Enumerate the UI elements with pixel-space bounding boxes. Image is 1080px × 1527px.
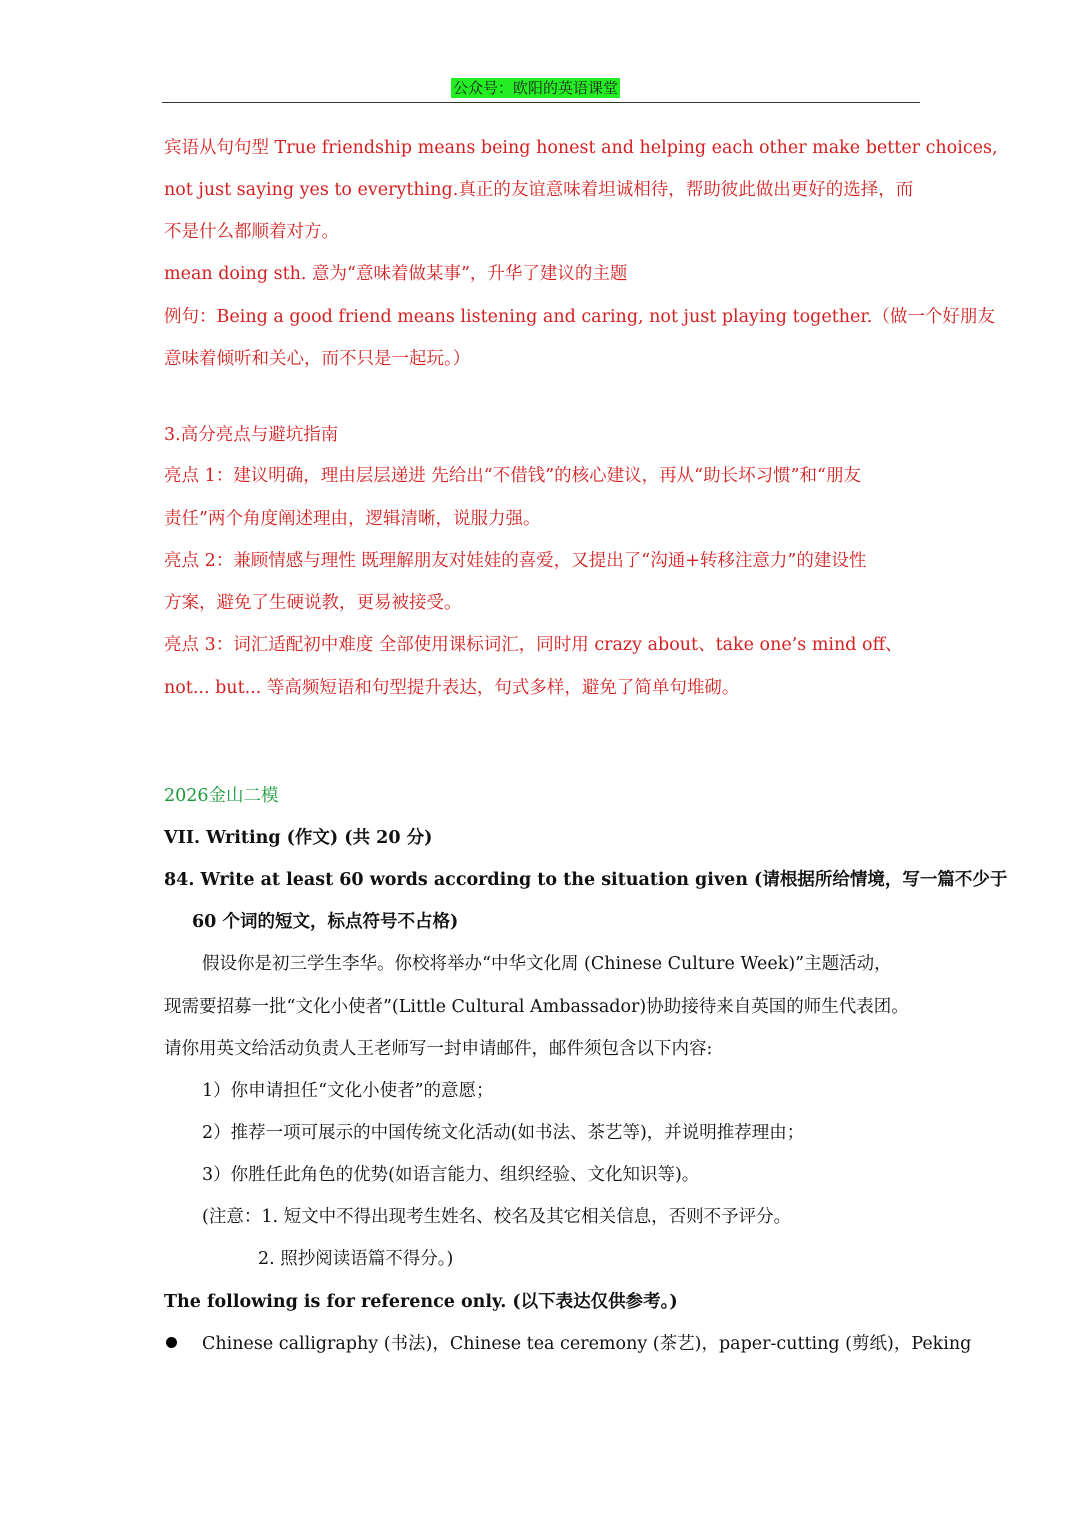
header-label: 公众号：欧阳的英语课堂 <box>453 79 619 97</box>
grammar-note-line-3: 不是什么都顺着对方。 <box>164 222 339 242</box>
example-sentence-line-1: 例句：Being a good friend means listening and caring, not just playing together.（做一个好朋友 <box>164 307 995 327</box>
prompt-paragraph-line-1: 假设你是初三学生李华。你校将举办“中华文化周 (Chinese Culture Week)”主题活动， <box>202 954 892 974</box>
highlight-2-line-2: 方案，避免了生硬说教，更易被接受。 <box>164 593 462 613</box>
bullet-icon <box>166 1337 177 1348</box>
question-84-line-2: 60 个词的短文，标点符号不占格) <box>192 912 459 932</box>
grammar-note-line-2: not just saying yes to everything.真正的友谊意味着坦诚相待，帮助彼此做出更好的选择，而 <box>164 180 914 200</box>
requirement-item-3: 3）你胜任此角色的优势(如语言能力、组织经验、文化知识等)。 <box>202 1165 700 1185</box>
requirement-item-1: 1）你申请担任“文化小使者”的意愿； <box>202 1081 494 1101</box>
highlight-3-line-2: not... but... 等高频短语和句型提升表达，句式多样，避免了简单句堆砌。 <box>164 678 740 698</box>
note-line-1: (注意：1. 短文中不得出现考生姓名、校名及其它相关信息，否则不予评分。 <box>202 1207 792 1227</box>
page-header <box>162 76 920 103</box>
grammar-note-line-1: 宾语从句句型 True friendship means being honest and helping each other make better choices, <box>164 138 998 158</box>
example-sentence-line-2: 意味着倾听和关心，而不只是一起玩。） <box>164 349 471 369</box>
highlight-1-line-1: 亮点 1：建议明确，理由层层递进 先给出“不借钱”的核心建议，再从“助长坏习惯”和“朋友 <box>164 466 861 486</box>
prompt-paragraph-line-2: 现需要招募一批“文化小使者”(Little Cultural Ambassador)协助接待来自英国的师生代表团。 <box>164 997 909 1017</box>
reference-bullet-item: Chinese calligraphy (书法)，Chinese tea ceremony (茶艺)，paper-cutting (剪纸)，Peking <box>202 1334 972 1354</box>
requirement-item-2: 2）推荐一项可展示的中国传统文化活动(如书法、茶艺等)，并说明推荐理由； <box>202 1123 805 1143</box>
reference-heading: The following is for reference only. (以下表达仅供参考。) <box>164 1292 678 1312</box>
writing-section-title: VII. Writing (作文) (共 20 分) <box>164 828 433 848</box>
highlight-1-line-2: 责任”两个角度阐述理由，逻辑清晰，说服力强。 <box>164 509 541 529</box>
exam-title: 2026金山二模 <box>164 786 279 806</box>
question-84-line-1: 84. Write at least 60 words according to the situation given (请根据所给情境，写一篇不少于 <box>164 870 1008 890</box>
highlights-heading: 3.高分亮点与避坑指南 <box>164 425 339 445</box>
highlight-2-line-1: 亮点 2：兼顾情感与理性 既理解朋友对娃娃的喜爱，又提出了“沟通+转移注意力”的建设性 <box>164 551 867 571</box>
prompt-paragraph-line-3: 请你用英文给活动负责人王老师写一封申请邮件，邮件须包含以下内容: <box>164 1039 713 1059</box>
note-line-2: 2. 照抄阅读语篇不得分。) <box>258 1249 454 1269</box>
highlight-3-line-1: 亮点 3：词汇适配初中难度 全部使用课标词汇，同时用 crazy about、take one’s mind off、 <box>164 635 903 655</box>
phrase-note: mean doing sth. 意为“意味着做某事”，升华了建议的主题 <box>164 264 628 284</box>
